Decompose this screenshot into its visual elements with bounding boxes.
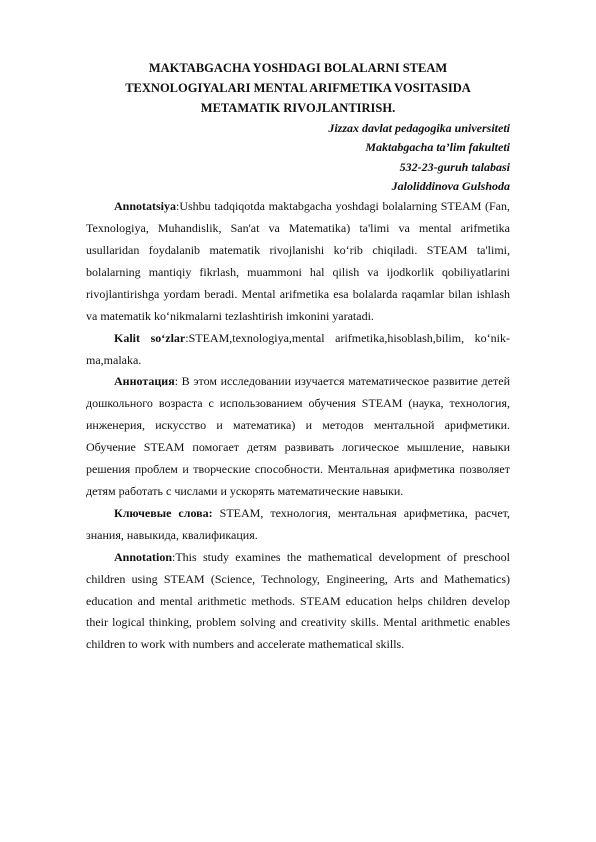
document-page [86, 58, 510, 656]
keywords-uz-text: :STEAM,texnologiya,mental arifmetika,hisoblash,bilim, ko‘nik-ma,malaka. [86, 330, 510, 367]
title-line-3: METAMATIK RIVOJLANTIRISH. [200, 101, 396, 115]
title-line-2: TEXNOLOGIYALARI MENTAL ARIFMETIKA VOSITASIDA [125, 81, 471, 95]
abstract-ru [86, 371, 510, 502]
group-name: 532-23-guruh talabasi [399, 159, 510, 174]
abstract-uz [86, 196, 510, 327]
keywords-ru-text: STEAM, технология, ментальная арифметика, расчет, знания, навыкида, квалификация. [86, 505, 510, 542]
keywords-uz [86, 328, 510, 372]
abstract-uz-text: :Ushbu tadqiqotda maktabgacha yoshdagi bolalarning STEAM (Fan, Texnologiya, Muhandislik, San'at va Matematika) ta'limi va mental arifmetika usullaridan foydalanib matematik rivojlanishi ko‘rib chiqiladi. STEAM ta'limi, bolalarning mantiqiy fikrlash, muammoni hal qilish va ijodkorlik qobiliyatlarini rivojlantirishga yordam beradi. Mental arifmetika esa bolalarda raqamlar bilan ishlash va matematik ko‘nikmalarni tezlashtirish imkonini yaratadi. [86, 199, 510, 323]
university-name: Jizzax davlat pedagogika universiteti [328, 121, 510, 135]
title-line-1: MAKTABGACHA YOSHDAGI BOLALARNI STEAM [148, 61, 448, 75]
faculty-name: Maktabgacha ta’lim fakulteti [365, 140, 510, 155]
keywords-uz-label: Kalit so‘zlar [114, 330, 186, 345]
author-block [86, 119, 510, 196]
keywords-ru-label: Ключевые слова: [114, 505, 213, 520]
author-name: Jaloliddinova Gulshoda [391, 178, 510, 193]
abstract-en [86, 547, 510, 657]
abstract-ru-label: Аннотация [114, 374, 175, 389]
abstract-uz-label: Annotatsiya [114, 199, 177, 214]
abstract-en-text: :This study examines the mathematical development of preschool children using STEAM (Science, Technology, Engineering, Arts and Mathematics) education and mental arithmetic methods. STEAM education helps children develop their logical thinking, problem solving and creativity skills. Mental arithmetic enables children to work with numbers and accelerate mathematical skills. [86, 549, 510, 652]
abstract-en-label: Annotation [114, 549, 173, 564]
keywords-ru [86, 503, 510, 547]
paper-title [86, 58, 510, 118]
abstract-ru-text: : В этом исследовании изучается математическое развитие детей дошкольного возраста с использованием обучения STEAM (наука, технология, инженерия, искусство и математика) и методов ментальной арифметики. Обучение STEAM помогает детям развивать логическое мышление, навыки решения проблем и творческие способности. Ментальная арифметика позволяет детям работать с числами и ускорять математические навыки. [86, 374, 510, 498]
